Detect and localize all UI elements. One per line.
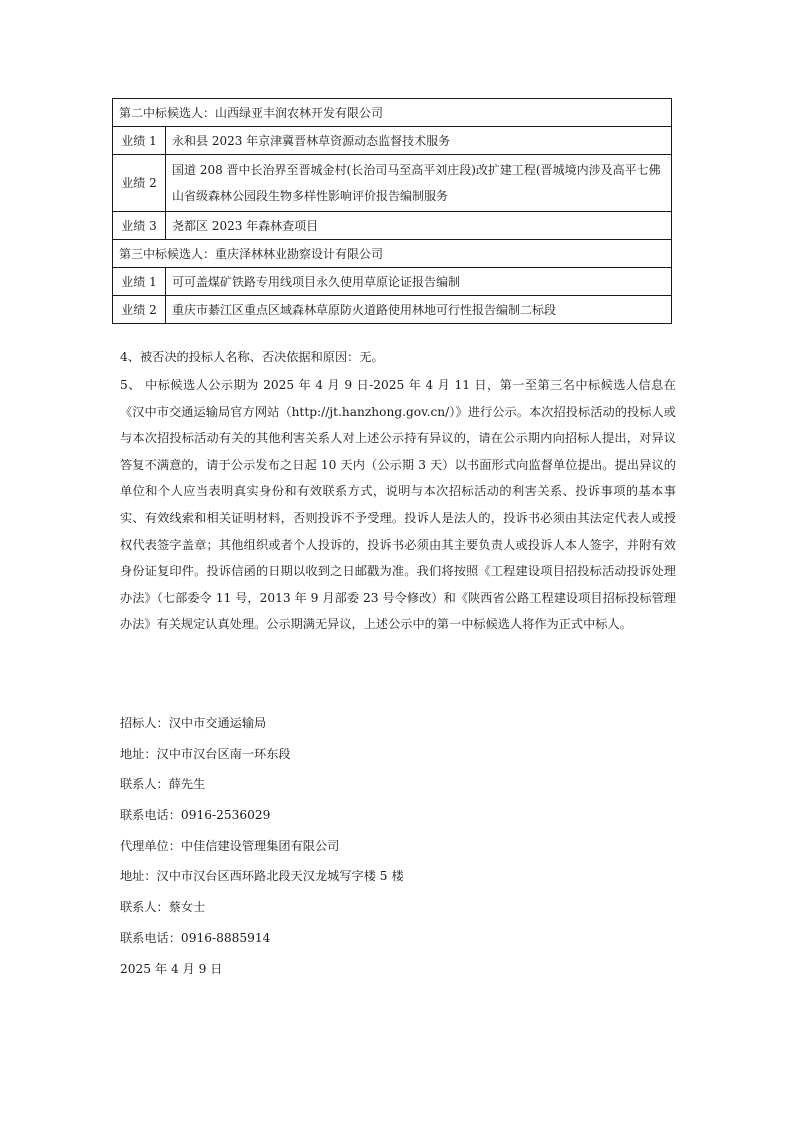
performance-label: 业绩 2 xyxy=(113,296,166,324)
agency-line: 代理单位：中佳信建设管理集团有限公司 xyxy=(120,838,340,853)
table-row xyxy=(113,127,672,155)
performance-text: 尧都区 2023 年森林查项目 xyxy=(166,212,672,240)
performance-text: 重庆市綦江区重点区域森林草原防火道路使用林地可行性报告编制二标段 xyxy=(166,296,672,324)
table-row xyxy=(113,99,672,127)
candidate-table xyxy=(112,98,672,324)
second-candidate-cell: 第二中标候选人：山西绿亚丰润农林开发有限公司 xyxy=(113,99,672,127)
table-row xyxy=(113,212,672,240)
tenderer-contact-line: 联系人：薛先生 xyxy=(120,777,206,792)
section-5-paragraph: 5、 中标候选人公示期为 2025 年 4 月 9 日-2025 年 4 月 11 日，第一至第三名中标候选人信息在《汉中市交通运输局官方网站（http://jt.hanzhong.gov.cn/）》进行公示。本次招投标活动的投标人或与本次招投标活动有关的其他利害关系人对上述公示持有异议的，请在公示期内向招标人提出，对异议答复不满意的，请于公示发布之日起 10 天内（公示期 3 天）以书面形式向监督单位提出。提出异议的单位和个人应当表明真实身份和有效联系方式，说明与本次招标活动的利害关系、投诉事项的基本事实、有效线索和相关证明材料，否则投诉不予受理。投诉人是法人的，投诉书必须由其法定代表人或授权代表签字盖章；其他组织或者个人投诉的，投诉书必须由其主要负责人或投诉人本人签字，并附有效身份证复印件。投诉信函的日期以收到之日邮戳为准。我们将按照《工程建设项目招投标活动投诉处理办法》（七部委令 11 号，2013 年 9 月部委 23 号令修改）和《陕西省公路工程建设项目招标投标管理办法》有关规定认真处理。公示期满无异议，上述公示中的第一中标候选人将作为正式中标人。 xyxy=(120,378,676,632)
tenderer-phone-line: 联系电话：0916-2536029 xyxy=(120,808,271,823)
third-candidate-cell: 第三中标候选人：重庆泽林林业勘察设计有限公司 xyxy=(113,240,672,268)
agency-phone-line: 联系电话：0916-8885914 xyxy=(120,930,271,945)
performance-label: 业绩 1 xyxy=(113,268,166,296)
performance-label: 业绩 2 xyxy=(113,155,166,212)
table-row xyxy=(113,268,672,296)
section-4-paragraph: 4、被否决的投标人名称、否决依据和原因：无。 xyxy=(120,350,384,364)
table-row xyxy=(113,155,672,212)
performance-text: 永和县 2023 年京津冀晋林草资源动态监督技术服务 xyxy=(166,127,672,155)
performance-label: 业绩 3 xyxy=(113,212,166,240)
table-row xyxy=(113,240,672,268)
table-row xyxy=(113,296,672,324)
performance-text: 可可盖煤矿铁路专用线项目永久使用草原论证报告编制 xyxy=(166,268,672,296)
tenderer-address-line: 地址：汉中市汉台区南一环东段 xyxy=(120,746,291,761)
performance-label: 业绩 1 xyxy=(113,127,166,155)
performance-text: 国道 208 晋中长治界至晋城金村(长治司马至高平刘庄段)改扩建工程(晋城境内涉及高平七佛山省级森林公园段生物多样性影响评价报告编制服务 xyxy=(166,155,672,212)
agency-contact-line: 联系人：蔡女士 xyxy=(120,900,206,915)
agency-address-line: 地址：汉中市汉台区西环路北段天汉龙城写字楼 5 楼 xyxy=(120,869,404,884)
tenderer-line: 招标人：汉中市交通运输局 xyxy=(120,716,267,730)
contact-block xyxy=(120,711,404,987)
date-line: 2025 年 4 月 9 日 xyxy=(120,961,223,976)
